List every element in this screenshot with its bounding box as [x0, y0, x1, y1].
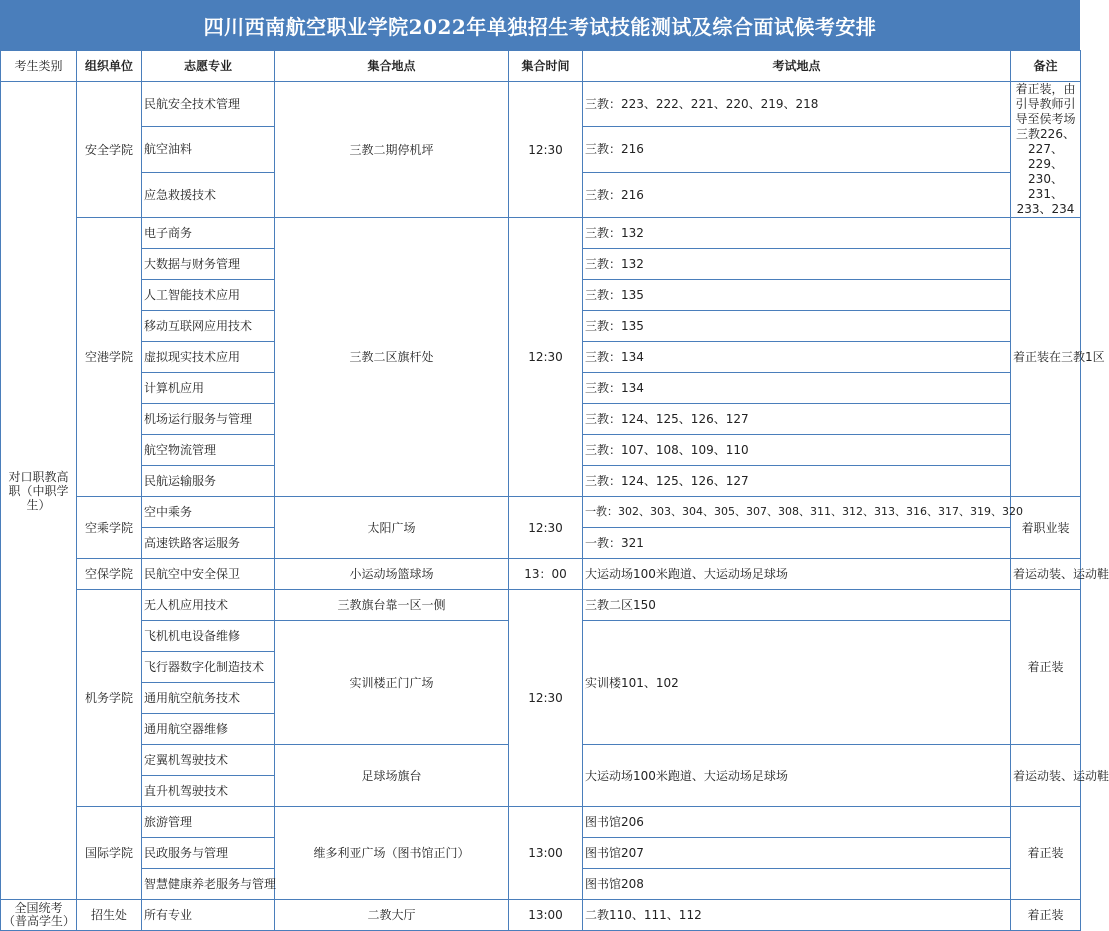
major-cell: 定翼机驾驶技术 [142, 745, 275, 776]
exam-place-cell: 二教110、111、112 [583, 900, 1011, 931]
header-gather-time: 集合时间 [509, 51, 583, 82]
unit-cell: 空乘学院 [77, 497, 142, 559]
major-cell: 通用航空航务技术 [142, 683, 275, 714]
major-cell: 计算机应用 [142, 373, 275, 404]
major-cell: 旅游管理 [142, 807, 275, 838]
remark-cell: 着正装，由引导教师引导至侯考场三教226、227、229、230、231、233、234 [1011, 82, 1081, 218]
remark-cell: 着正装 [1011, 900, 1081, 931]
major-cell: 虚拟现实技术应用 [142, 342, 275, 373]
exam-place-cell: 图书馆206 [583, 807, 1011, 838]
gather-place-cell: 实训楼正门广场 [275, 621, 509, 745]
header-category: 考生类别 [1, 51, 77, 82]
major-cell: 航空物流管理 [142, 435, 275, 466]
page-title: 四川西南航空职业学院2022年单独招生考试技能测试及综合面试候考安排 [0, 0, 1080, 50]
category-cell: 全国统考（普高学生） [1, 900, 77, 931]
gather-time-cell: 12:30 [509, 218, 583, 497]
major-cell: 大数据与财务管理 [142, 249, 275, 280]
gather-time-cell: 12:30 [509, 497, 583, 559]
gather-time-cell: 13：00 [509, 559, 583, 590]
major-cell: 飞行器数字化制造技术 [142, 652, 275, 683]
header-major: 志愿专业 [142, 51, 275, 82]
unit-cell: 空港学院 [77, 218, 142, 497]
remark-cell: 着正装 [1011, 590, 1081, 745]
exam-place-cell: 三教：132 [583, 218, 1011, 249]
gather-time-cell: 12:30 [509, 590, 583, 807]
table-row [1, 590, 1081, 621]
remark-cell: 着职业装 [1011, 497, 1081, 559]
remark-cell: 着正装在三教1区 [1011, 218, 1081, 497]
unit-cell: 机务学院 [77, 590, 142, 807]
major-cell: 民航运输服务 [142, 466, 275, 497]
category-cell: 对口职教高职（中职学生） [1, 82, 77, 900]
table-row [1, 900, 1081, 931]
gather-time-cell: 13:00 [509, 807, 583, 900]
gather-place-cell: 三教旗台靠一区一侧 [275, 590, 509, 621]
exam-place-cell: 图书馆208 [583, 869, 1011, 900]
exam-place-cell: 三教：132 [583, 249, 1011, 280]
table-row [1, 807, 1081, 838]
major-cell: 航空油料 [142, 127, 275, 172]
unit-cell: 国际学院 [77, 807, 142, 900]
unit-cell: 招生处 [77, 900, 142, 931]
table-row [1, 82, 1081, 127]
exam-place-cell: 一教：302、303、304、305、307、308、311、312、313、316、317、319、320 [583, 497, 1011, 528]
exam-place-cell: 大运动场100米跑道、大运动场足球场 [583, 559, 1011, 590]
exam-place-cell: 三教二区150 [583, 590, 1011, 621]
exam-place-cell: 图书馆207 [583, 838, 1011, 869]
exam-place-cell: 三教：124、125、126、127 [583, 466, 1011, 497]
major-cell: 人工智能技术应用 [142, 280, 275, 311]
gather-place-cell: 足球场旗台 [275, 745, 509, 807]
remark-cell: 着正装 [1011, 807, 1081, 900]
unit-cell: 安全学院 [77, 82, 142, 218]
exam-place-cell: 实训楼101、102 [583, 621, 1011, 745]
major-cell: 民航安全技术管理 [142, 82, 275, 127]
exam-place-cell: 三教：124、125、126、127 [583, 404, 1011, 435]
gather-place-cell: 三教二区旗杆处 [275, 218, 509, 497]
table-row [1, 497, 1081, 528]
gather-place-cell: 太阳广场 [275, 497, 509, 559]
exam-place-cell: 三教：216 [583, 172, 1011, 217]
gather-place-cell: 小运动场篮球场 [275, 559, 509, 590]
major-cell: 空中乘务 [142, 497, 275, 528]
major-cell: 智慧健康养老服务与管理 [142, 869, 275, 900]
major-cell: 飞机机电设备维修 [142, 621, 275, 652]
exam-place-cell: 三教：134 [583, 342, 1011, 373]
header-remark: 备注 [1011, 51, 1081, 82]
gather-place-cell: 二教大厅 [275, 900, 509, 931]
gather-time-cell: 13:00 [509, 900, 583, 931]
table-row [1, 218, 1081, 249]
major-cell: 所有专业 [142, 900, 275, 931]
header-unit: 组织单位 [77, 51, 142, 82]
gather-place-cell: 三教二期停机坪 [275, 82, 509, 218]
major-cell: 无人机应用技术 [142, 590, 275, 621]
major-cell: 移动互联网应用技术 [142, 311, 275, 342]
major-cell: 通用航空器维修 [142, 714, 275, 745]
table-header-row [1, 51, 1081, 82]
remark-cell: 着运动装、运动鞋 [1011, 559, 1081, 590]
major-cell: 民航空中安全保卫 [142, 559, 275, 590]
major-cell: 民政服务与管理 [142, 838, 275, 869]
exam-place-cell: 一教：321 [583, 528, 1011, 559]
gather-place-cell: 维多利亚广场（图书馆正门） [275, 807, 509, 900]
exam-place-cell: 三教：107、108、109、110 [583, 435, 1011, 466]
exam-place-cell: 三教：216 [583, 127, 1011, 172]
remark-cell: 着运动装、运动鞋 [1011, 745, 1081, 807]
exam-place-cell: 三教：135 [583, 311, 1011, 342]
exam-place-cell: 三教：223、222、221、220、219、218 [583, 82, 1011, 127]
exam-place-cell: 大运动场100米跑道、大运动场足球场 [583, 745, 1011, 807]
major-cell: 应急救援技术 [142, 172, 275, 217]
major-cell: 电子商务 [142, 218, 275, 249]
gather-time-cell: 12:30 [509, 82, 583, 218]
major-cell: 高速铁路客运服务 [142, 528, 275, 559]
exam-place-cell: 三教：134 [583, 373, 1011, 404]
header-gather-place: 集合地点 [275, 51, 509, 82]
exam-place-cell: 三教：135 [583, 280, 1011, 311]
major-cell: 直升机驾驶技术 [142, 776, 275, 807]
schedule-table [0, 50, 1109, 931]
major-cell: 机场运行服务与管理 [142, 404, 275, 435]
header-exam-place: 考试地点 [583, 51, 1011, 82]
unit-cell: 空保学院 [77, 559, 142, 590]
table-row [1, 559, 1081, 590]
